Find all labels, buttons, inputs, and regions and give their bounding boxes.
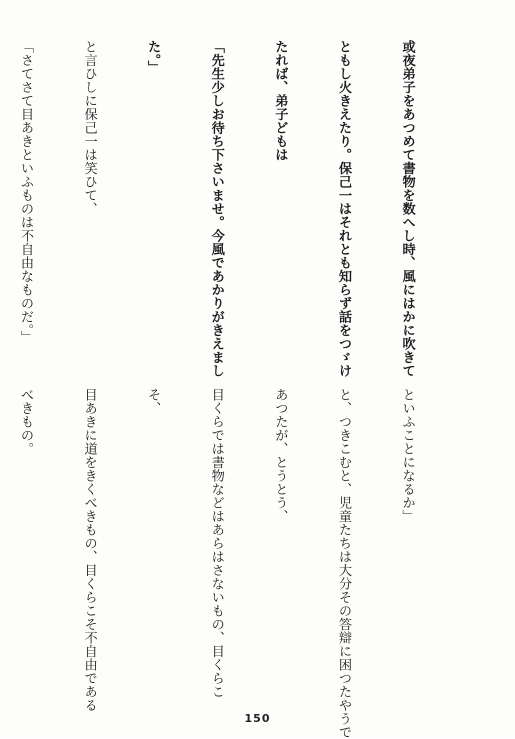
text-line: そ、 — [145, 388, 161, 415]
text-line: たれば、弟子どもは — [272, 40, 288, 162]
text-line: 目あきに道をきくべきもの、目くらこそ不自由である — [81, 388, 97, 712]
text-line: 或夜弟子をあつめて書物を数へし時、風にはかに吹きて — [399, 40, 415, 378]
text-line: ともし火きえたり。保己一はそれとも知らず話をつゞけ — [335, 40, 351, 378]
text-line: た。」 — [145, 40, 161, 74]
text-line: と、つきこむと、児童たちは大分その答辯に困つたやうで — [335, 388, 351, 739]
text-line: あつたが、とうとう、 — [272, 388, 288, 523]
upper-text-block — [0, 40, 460, 378]
text-line: 目くらでは書物などはあらはさないもの、目くらこ — [208, 388, 224, 699]
text-line: 「先生少しお待ち下さいませ。今風であかりがきえまし — [208, 40, 224, 378]
text-line: べきもの。 — [17, 388, 33, 456]
text-line: と言ひしに保己一は笑ひて、 — [81, 40, 97, 216]
text-line: 「さてさて目あきといふものは不自由なものだ。」 — [17, 40, 33, 344]
text-line: といふことになるか」 — [399, 388, 415, 523]
page-number: 150 — [244, 712, 271, 725]
